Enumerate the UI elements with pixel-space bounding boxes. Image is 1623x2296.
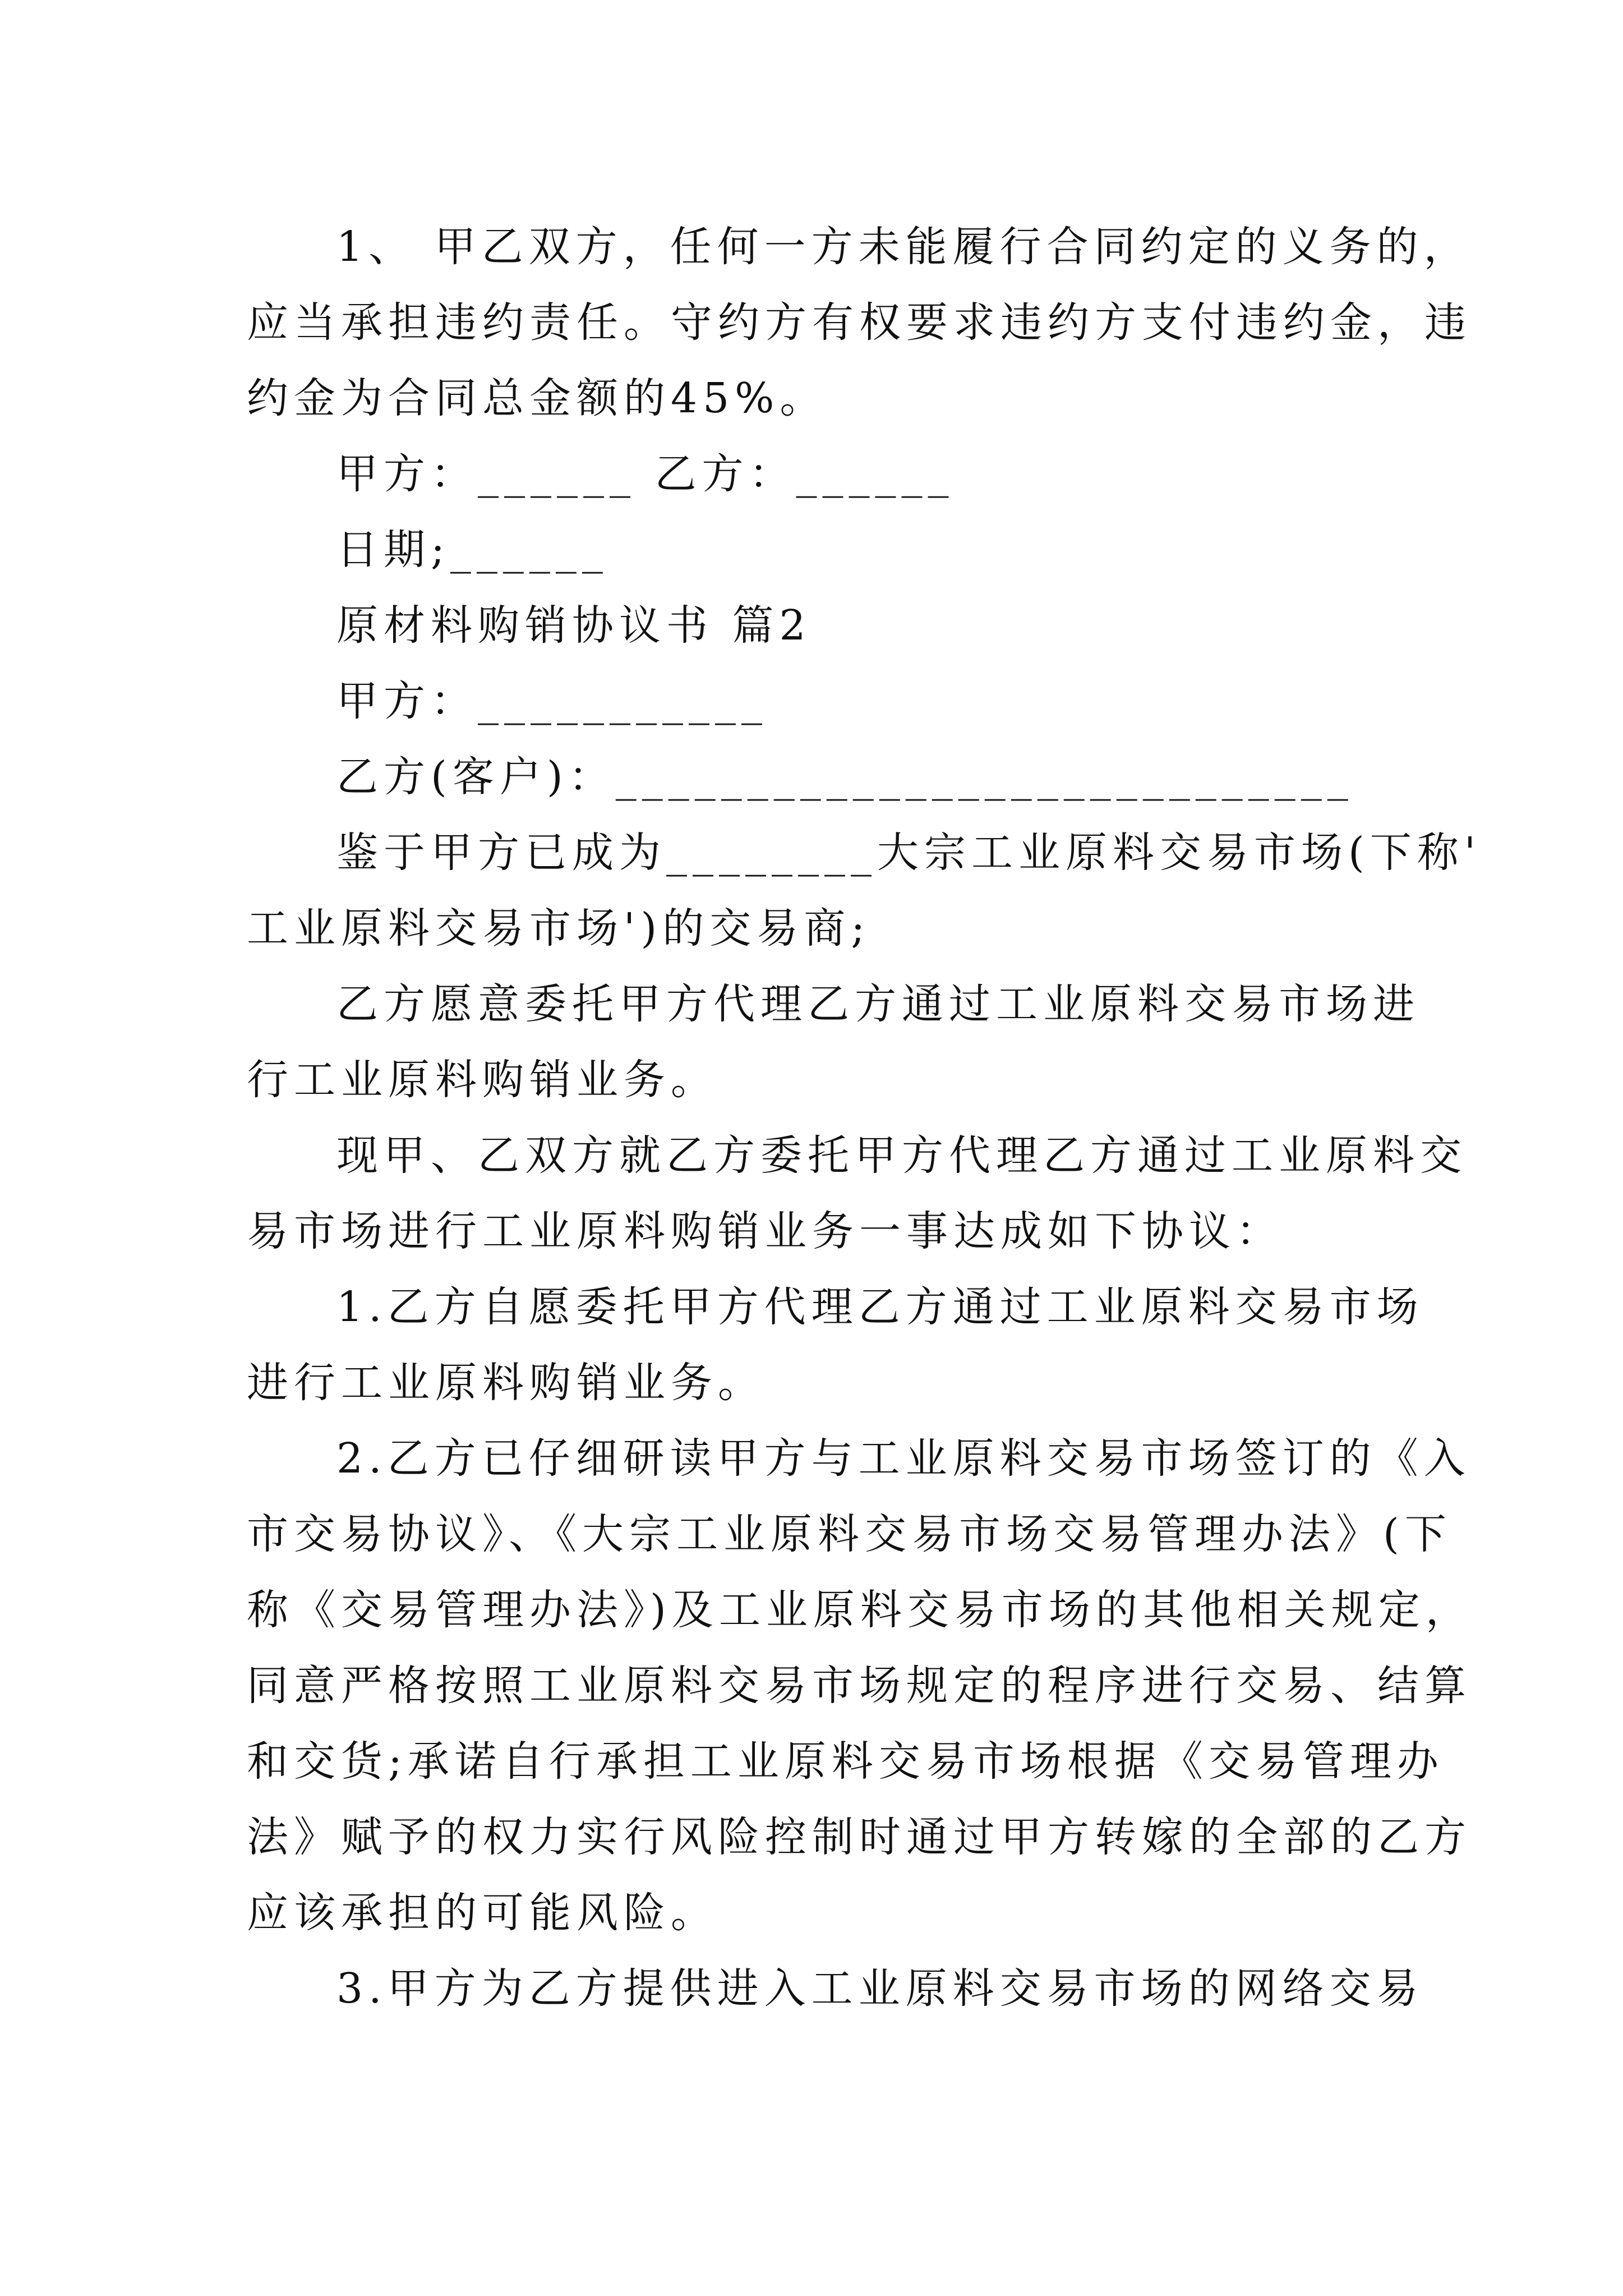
text-line: 应该承担的可能风险。 xyxy=(247,1889,718,1937)
text-line: 2.乙方已仔细研读甲方与工业原料交易市场签订的《入 xyxy=(336,1434,1471,1483)
text-line: 现甲、乙双方就乙方委托甲方代理乙方通过工业原料交 xyxy=(336,1131,1467,1180)
text-line: 易市场进行工业原料购销业务一事达成如下协议： xyxy=(247,1207,1283,1255)
date-line: 日期;______ xyxy=(336,526,608,574)
text-line: 进行工业原料购销业务。 xyxy=(247,1359,765,1407)
text-line: 工业原料交易市场')的交易商; xyxy=(247,904,871,953)
text-line: 鉴于甲方已成为________大宗工业原料交易市场(下称' xyxy=(336,829,1482,877)
text-line: 同意严格按照工业原料交易市场规定的程序进行交易、结算 xyxy=(247,1662,1472,1710)
text-line: 1.乙方自愿委托甲方代理乙方通过工业原料交易市场 xyxy=(336,1283,1424,1331)
text-line: 1、 甲乙双方，任何一方未能履行合同约定的义务的， xyxy=(336,223,1471,271)
text-line: 行工业原料购销业务。 xyxy=(247,1056,718,1104)
section-title: 原材料购销协议书 篇2 xyxy=(336,601,811,650)
text-line: 应当承担违约责任。守约方有权要求违约方支付违约金，违 xyxy=(247,298,1472,347)
text-line: 约金为合同总金额的45%。 xyxy=(247,374,827,422)
signature-line: 甲方：______ 乙方：______ xyxy=(336,450,955,498)
party-b-line: 乙方(客户)：____________________________ xyxy=(336,753,1354,801)
text-line: 3.甲方为乙方提供进入工业原料交易市场的网络交易 xyxy=(336,1964,1424,2013)
party-a-line: 甲方：___________ xyxy=(336,677,768,725)
text-line: 市交易协议》、《大宗工业原料交易市场交易管理办法》(下 xyxy=(247,1510,1452,1558)
text-line: 法》赋予的权力实行风险控制时通过甲方转嫁的全部的乙方 xyxy=(247,1813,1472,1861)
text-line: 称《交易管理办法》)及工业原料交易市场的其他相关规定， xyxy=(247,1586,1473,1634)
text-line: 乙方愿意委托甲方代理乙方通过工业原料交易市场进 xyxy=(336,980,1420,1028)
text-line: 和交货;承诺自行承担工业原料交易市场根据《交易管理办 xyxy=(247,1737,1444,1786)
